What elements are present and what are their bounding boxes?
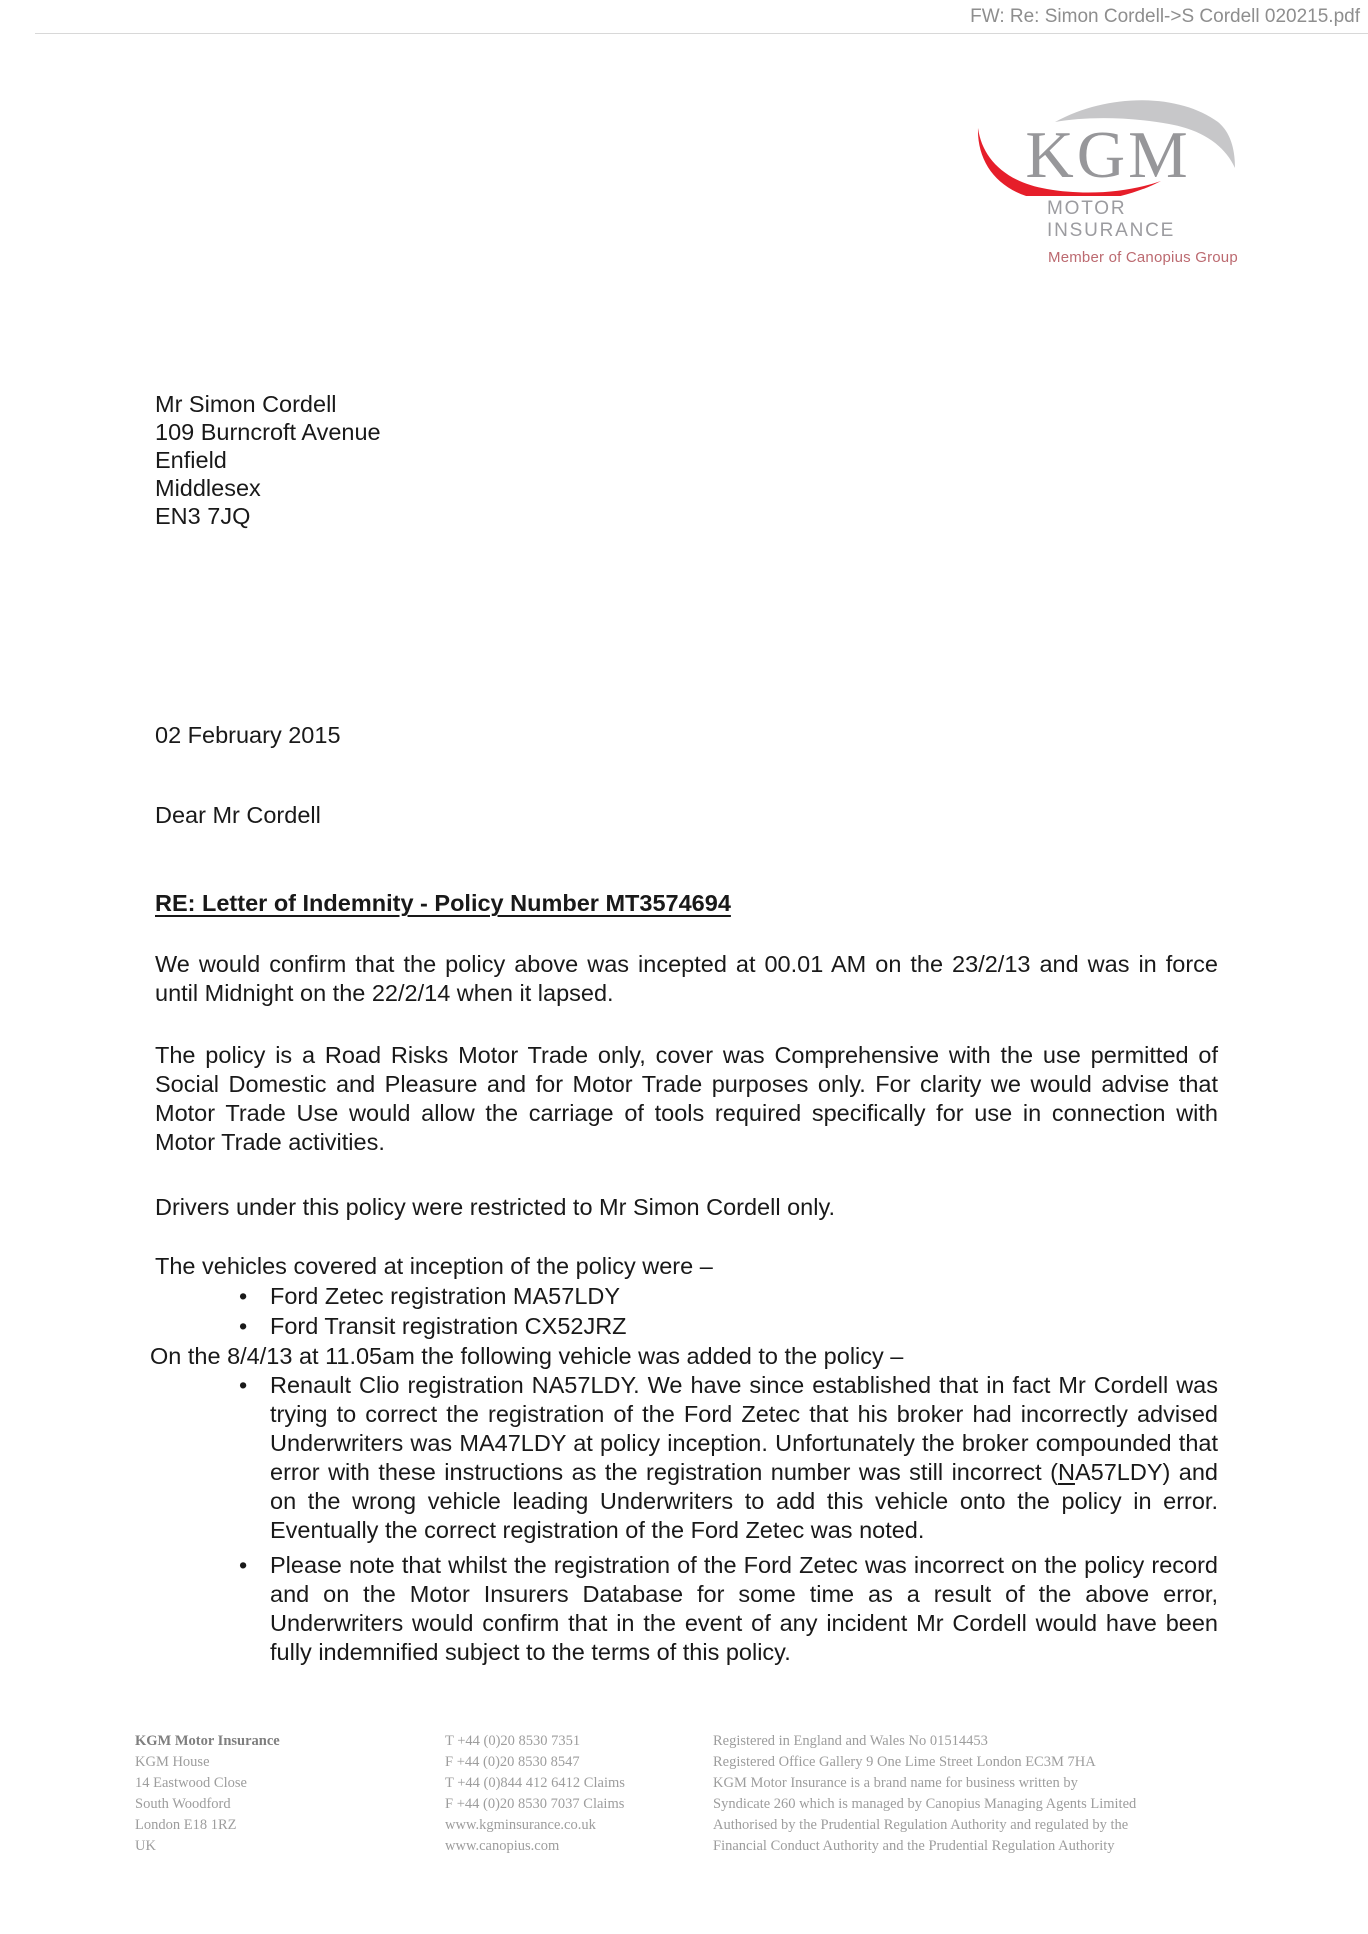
vehicles-intro: The vehicles covered at inception of the policy were – (155, 1253, 713, 1279)
recipient-county: Middlesex (155, 475, 261, 501)
footer-legal-line: Registered Office Gallery 9 One Lime Street London EC3M 7HA (713, 1754, 1096, 1770)
footer-company-line: UK (135, 1838, 156, 1854)
kgm-logo-mark (975, 96, 1241, 196)
recipient-town: Enfield (155, 447, 227, 473)
paragraph-inception: We would confirm that the policy above was incepted at 00.01 AM on the 23/2/13 and was in force until Midnight on the 22/2/14 when it lapsed. (155, 951, 1218, 1006)
added-vehicle-note-underline: N (1057, 1459, 1075, 1485)
recipient-postcode: EN3 7JQ (155, 503, 251, 529)
footer-company-line: London E18 1RZ (135, 1817, 237, 1833)
subject-line: RE: Letter of Indemnity - Policy Number MT3574694 (155, 890, 731, 916)
footer-website-kgm: www.kgminsurance.co.uk (445, 1817, 596, 1833)
vehicles-list (155, 1281, 1218, 1341)
recipient-name: Mr Simon Cordell (155, 391, 337, 417)
footer-legal-line: KGM Motor Insurance is a brand name for business written by (713, 1775, 1078, 1791)
recipient-address (155, 390, 381, 530)
added-vehicle-note (155, 1371, 1218, 1545)
footer-phone: T +44 (0)20 8530 7351 (445, 1733, 581, 1749)
footer-company-line: South Woodford (135, 1796, 231, 1812)
added-vehicle-list (155, 1371, 1218, 1667)
footer-company-line: KGM House (135, 1754, 210, 1770)
footer-website-canopius: www.canopius.com (445, 1838, 560, 1854)
footer-contact (445, 1731, 625, 1857)
footer-legal-line: Registered in England and Wales No 01514453 (713, 1733, 988, 1749)
vehicle-item-transit: • Ford Transit registration CX52JRZ (155, 1311, 1218, 1341)
paragraph-drivers: Drivers under this policy were restricted to Mr Simon Cordell only. (155, 1194, 835, 1220)
footer-claims-phone: T +44 (0)844 412 6412 Claims (445, 1775, 625, 1791)
footer-fax: F +44 (0)20 8530 8547 (445, 1754, 580, 1770)
footer-legal-line: Financial Conduct Authority and the Prudential Regulation Authority (713, 1838, 1115, 1854)
footer-company-line: 14 Eastwood Close (135, 1775, 247, 1791)
header-divider (35, 33, 1368, 34)
salutation: Dear Mr Cordell (155, 802, 321, 828)
paragraph-cover: The policy is a Road Risks Motor Trade only, cover was Comprehensive with the use permitted of Social Domestic and Pleasure and for Motor Trade purposes only. For clarity we would advise that Motor Trade Use would allow the carriage of tools required specifically for use in connection with Motor Trade activities. (155, 1042, 1218, 1155)
vehicle-item-zetec: • Ford Zetec registration MA57LDY (155, 1281, 1218, 1311)
logo-membership: Member of Canopius Group (1048, 249, 1238, 266)
footer-legal-line: Syndicate 260 which is managed by Canopius Managing Agents Limited (713, 1796, 1137, 1812)
footer-company-name: KGM Motor Insurance (135, 1733, 280, 1749)
recipient-street: 109 Burncroft Avenue (155, 419, 381, 445)
footer-legal (713, 1731, 1136, 1857)
logo-brand-text: KGM (1025, 118, 1191, 192)
added-vehicle-note-pre: Renault Clio registration NA57LDY. We have since established that in fact Mr Cordell was trying to correct the registration of the Ford Zetec that his broker had incorrectly advised Underwriters was MA47LDY at policy inception. Unfortunately the broker compounded that error with these instructions as the registration number was still incorrect ( (270, 1372, 1218, 1485)
footer-claims-fax: F +44 (0)20 8530 7037 Claims (445, 1796, 625, 1812)
footer-company-address (135, 1731, 280, 1857)
added-vehicle-intro: On the 8/4/13 at 11.05am the following vehicle was added to the policy – (150, 1343, 904, 1369)
indemnity-note: • Please note that whilst the registration of the Ford Zetec was incorrect on the policy record and on the Motor Insurers Database for some time as a result of the above error, Underwriters would confirm that in the event of any incident Mr Cordell would have been fully indemnified subject to the terms of this policy. (155, 1551, 1218, 1667)
footer-legal-line: Authorised by the Prudential Regulation Authority and regulated by the (713, 1817, 1129, 1833)
added-vehicle-note-post: A57LDY) and on the wrong vehicle leading Underwriters to add this vehicle onto the policy in error. Eventually the correct registration of the Ford Zetec was noted. (270, 1459, 1218, 1543)
document-filename: FW: Re: Simon Cordell->S Cordell 020215.pdf (970, 6, 1360, 27)
letter-date: 02 February 2015 (155, 722, 341, 748)
kgm-logo (975, 96, 1241, 266)
logo-tagline: MOTOR INSURANCE (1047, 198, 1176, 241)
letter-body (150, 950, 1218, 1667)
